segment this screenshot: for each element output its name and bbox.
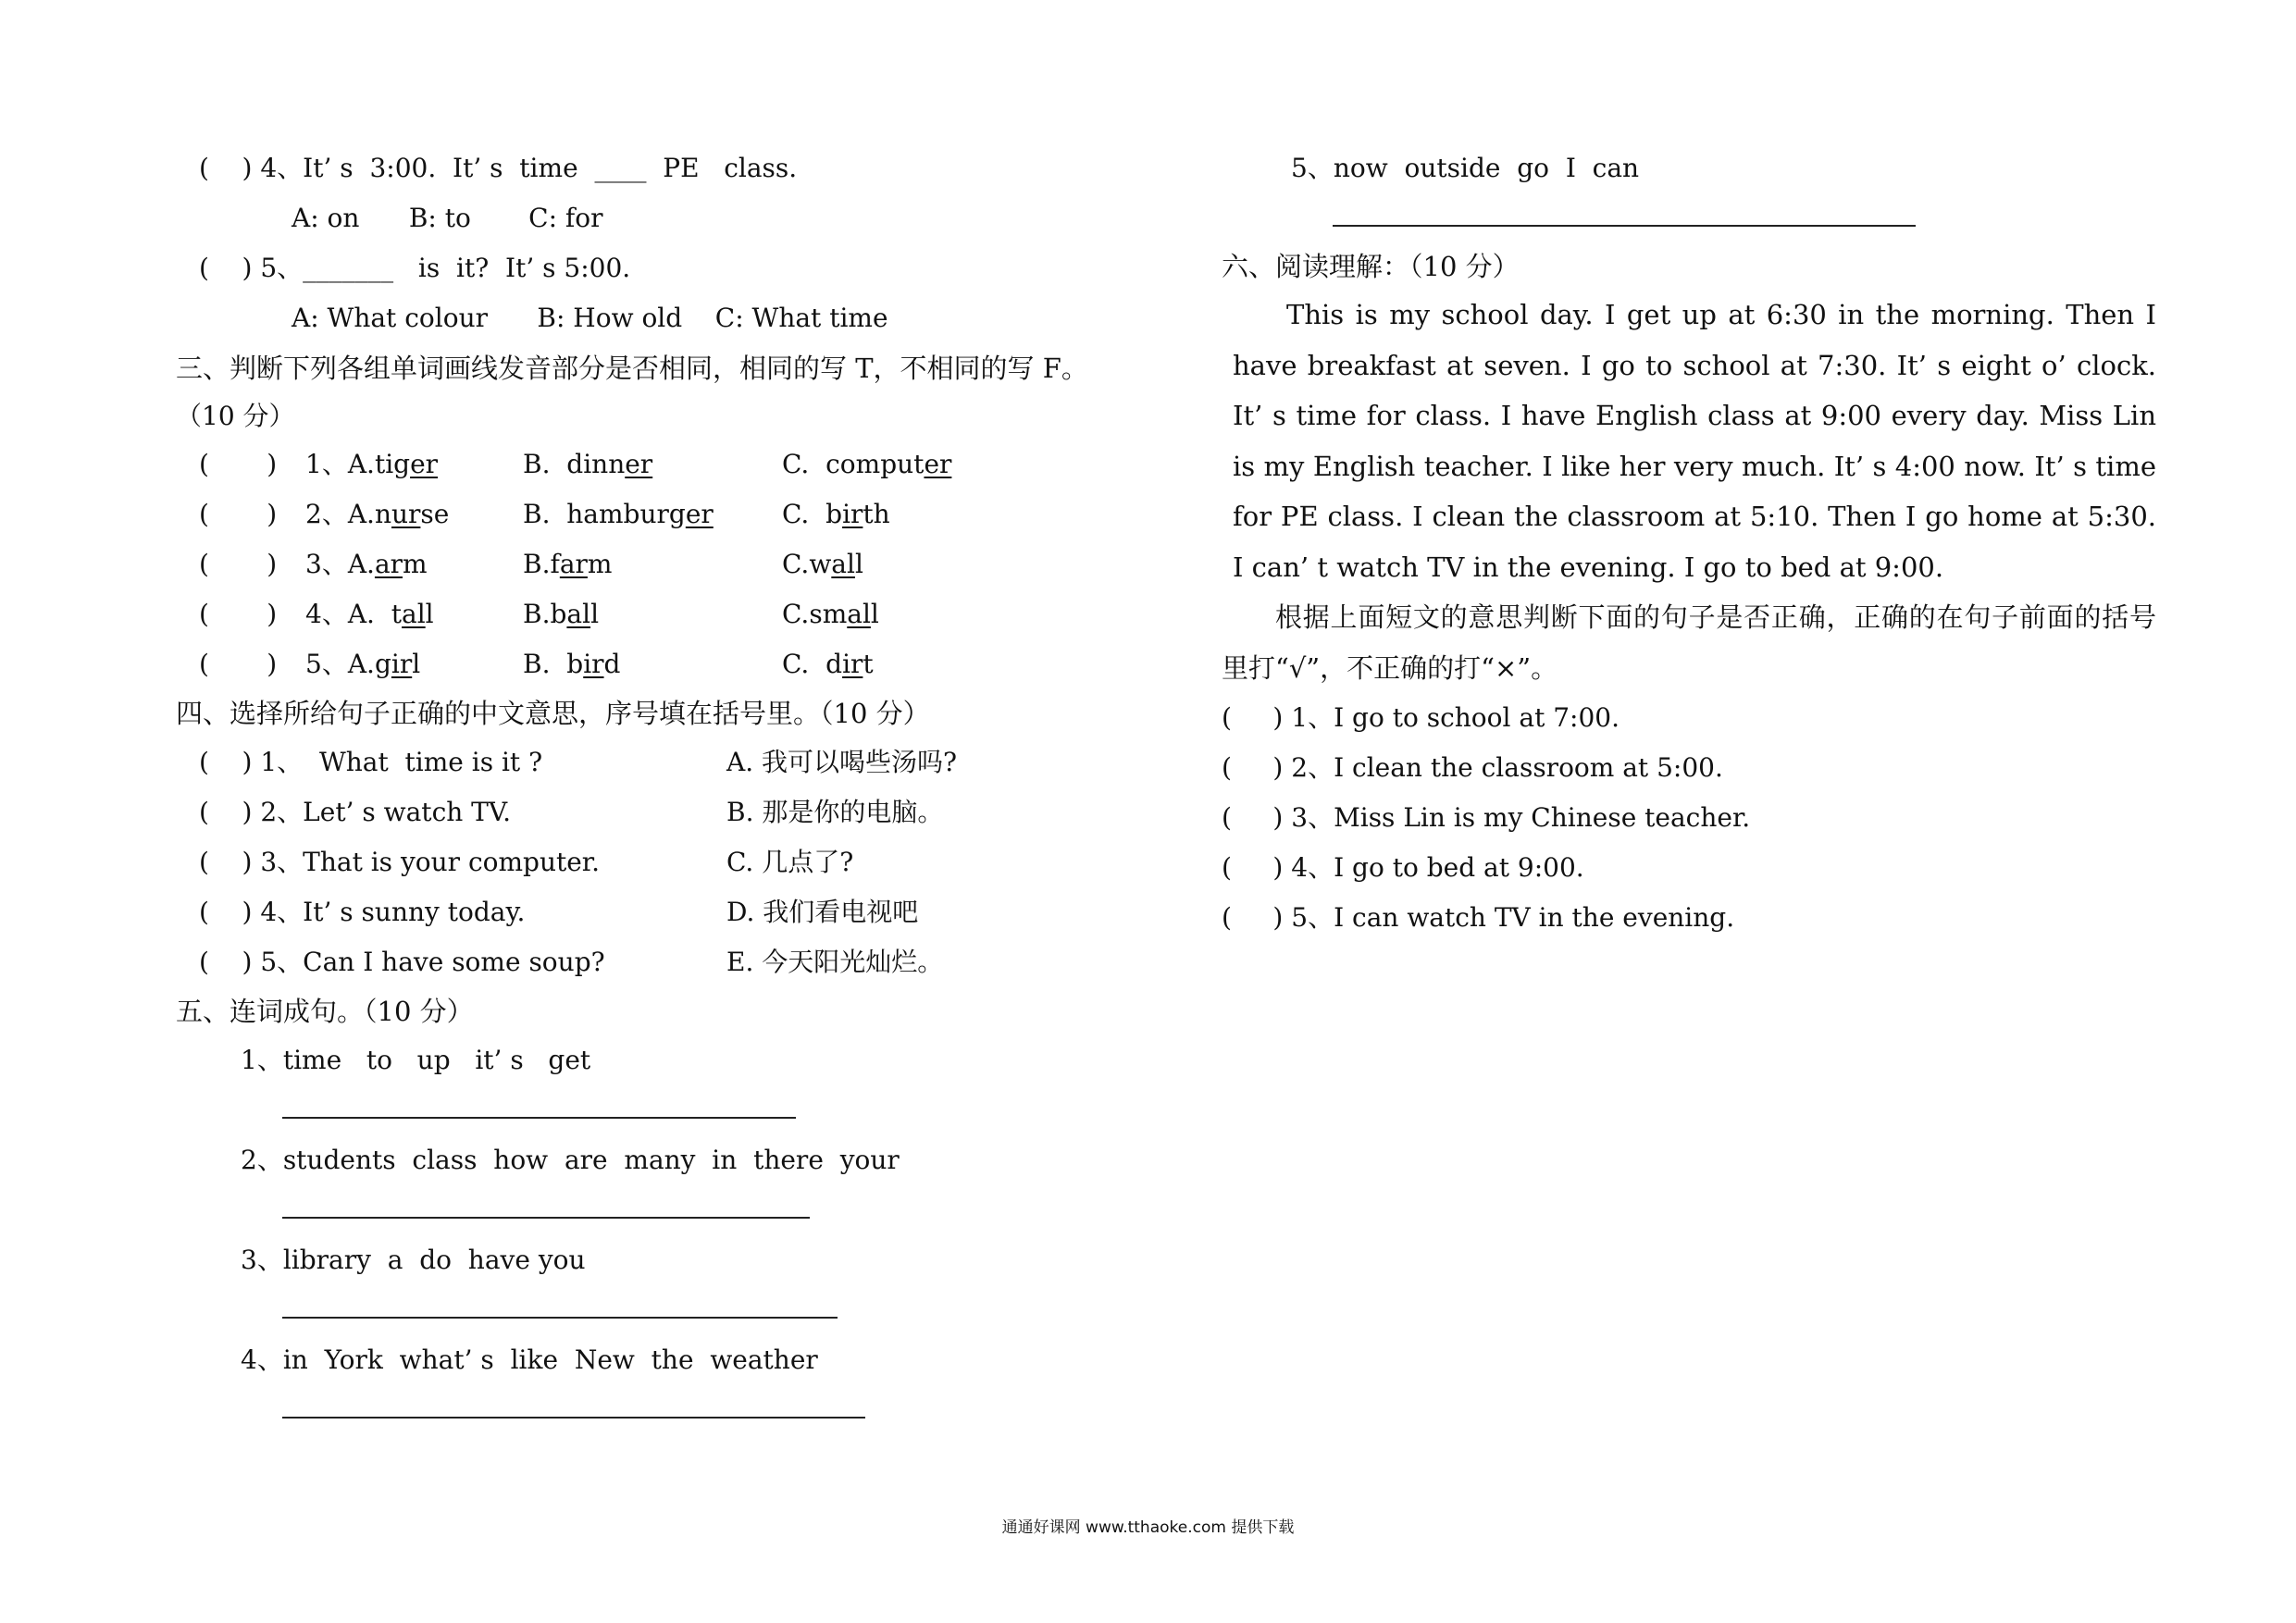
translation-row: ( ) 2、Let’ s watch TV. B. 那是你的电脑。 xyxy=(199,797,944,827)
true-false-item: ( ) 5、I can watch TV in the evening. xyxy=(1222,902,1735,933)
question-4-options: A: on B: to C: for xyxy=(292,203,603,233)
translation-row: ( ) 5、Can I have some soup? E. 今天阳光灿烂。 xyxy=(199,947,944,977)
underlined-sound: er xyxy=(685,499,714,529)
section-4-title: 四、选择所给句子正确的中文意思，序号填在括号里。（10 分） xyxy=(176,698,930,729)
question-5-stem: ( ) 5、_______ is it? It’ s 5:00. xyxy=(199,253,631,283)
underlined-sound: er xyxy=(924,449,952,479)
translation-row: ( ) 1、 What time is it ? A. 我可以喝些汤吗? xyxy=(199,747,958,777)
answer-blank[interactable] xyxy=(185,1085,1212,1135)
phonics-row: ( ) 5、A.girl B. bird C. dirt xyxy=(199,649,874,679)
true-false-item: ( ) 4、I go to bed at 9:00. xyxy=(1222,852,1584,883)
underlined-sound: ar xyxy=(559,549,588,579)
true-false-item: ( ) 3、Miss Lin is my Chinese teacher. xyxy=(1222,802,1751,833)
underlined-sound: al xyxy=(402,599,426,629)
reading-passage: This is my school day. I get up at 6:30 in the morning. Then I have breakfast at seven. I go to school at 7:30. It’ s eight o’ clock. It’ s time for class. I have English class at 9:00 every day. Miss Lin is my English teacher. I like her very much. It’ s 4:00 now. It’ s time for PE class. I clean the classroom at 5:10. Then I go home at 5:30. I can’ t watch TV in the evening. I go to bed at 9:00. xyxy=(1233,299,2156,583)
phonics-row: ( ) 4、A. tall B.ball C.small xyxy=(199,599,879,629)
right-column xyxy=(1222,143,2156,943)
section-5-title: 五、连词成句。（10 分） xyxy=(176,996,474,1027)
underlined-sound: ir xyxy=(583,649,604,679)
underlined-sound: al xyxy=(847,599,871,629)
answer-blank[interactable] xyxy=(185,1285,1212,1335)
word-order-item: 2、students class how are many in there your xyxy=(241,1145,900,1175)
underlined-sound: ir xyxy=(842,499,863,529)
translation-row: ( ) 3、That is your computer. C. 几点了? xyxy=(199,847,854,877)
left-column xyxy=(176,143,1212,1435)
section-6-title: 六、阅读理解：（10 分） xyxy=(1222,251,1520,282)
section-3-score: （10 分） xyxy=(176,401,295,431)
underlined-sound: ar xyxy=(374,549,403,579)
translation-row: ( ) 4、It’ s sunny today. D. 我们看电视吧 xyxy=(199,897,919,927)
underlined-sound: al xyxy=(566,599,591,629)
word-order-item-5: 5、now outside go I can xyxy=(1291,153,1640,183)
question-4-stem: ( ) 4、It’ s 3:00. It’ s time ____ PE class. xyxy=(199,153,798,183)
underlined-sound: al xyxy=(831,549,855,579)
section-3-title: 三、判断下列各组单词画线发音部分是否相同，相同的写 T，不相同的写 F。 xyxy=(176,353,1088,384)
footer-credit: 通通好课网 www.tthaoke.com 提供下载 xyxy=(1001,1518,1295,1537)
question-5-options: A: What colour B: How old C: What time xyxy=(292,303,888,333)
underlined-sound: er xyxy=(410,449,439,479)
underlined-sound: ir xyxy=(842,649,863,679)
section-3-rows xyxy=(185,440,1212,689)
word-order-item: 3、library a do have you xyxy=(241,1245,586,1275)
word-order-item: 4、in York what’ s like New the weather xyxy=(241,1344,818,1375)
section-5-items xyxy=(185,1035,1212,1435)
answer-blank[interactable] xyxy=(185,1385,1212,1435)
phonics-row: ( ) 1、A.tiger B. dinner C. computer xyxy=(199,449,952,479)
word-order-item: 1、time to up it’ s get xyxy=(241,1045,591,1075)
section-4-rows xyxy=(185,737,1212,987)
phonics-row: ( ) 2、A.nurse B. hamburger C. birth xyxy=(199,499,890,529)
answer-blank[interactable] xyxy=(1222,193,2156,243)
true-false-item: ( ) 2、I clean the classroom at 5:00. xyxy=(1222,752,1723,783)
phonics-row: ( ) 3、A.arm B.farm C.wall xyxy=(199,549,863,579)
reading-instruction: 根据上面短文的意思判断下面的句子是否正确，正确的在句子前面的括号里打“√”，不正确的打“×”。 xyxy=(1222,601,2156,684)
true-false-items xyxy=(1222,693,2156,943)
underlined-sound: ur xyxy=(391,499,421,529)
underlined-sound: er xyxy=(625,449,653,479)
underlined-sound: ir xyxy=(391,649,413,679)
true-false-item: ( ) 1、I go to school at 7:00. xyxy=(1222,702,1620,733)
answer-blank[interactable] xyxy=(185,1185,1212,1235)
